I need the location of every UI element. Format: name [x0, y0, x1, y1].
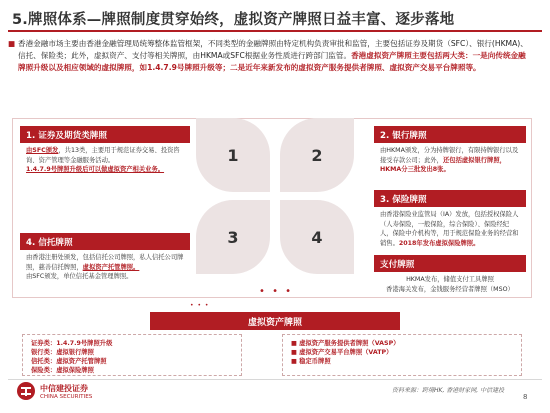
- card-securities-issuer: 由SFC颁发: [26, 147, 59, 154]
- intro-highlight: 香港虚拟资产牌照主要包括两大类：一是向传统金融牌照升级以及相应领域的虚拟牌照，如1.4.7.9号牌照升级等；二是近年来新发布的虚拟资产服务提供者牌照、虚拟资产交易平台牌照等。: [18, 51, 526, 72]
- title-divider: [8, 30, 542, 32]
- card-trust: [20, 233, 190, 293]
- card-insurance-body: [374, 207, 526, 251]
- card-insurance-text: 由香港保险业监管局（IA）发放，包括授权保险人（人寿保险，一般保险，综合保险）、保险经纪人，保险中介机构等，用于规范保险业务的经营和销售。: [380, 211, 519, 247]
- virtual-left-label: 保险类：: [31, 367, 57, 374]
- connector-dots: • • •: [259, 286, 294, 297]
- card-bank-note: 还包括虚拟银行牌照，HKMA分三批发出8张。: [380, 156, 506, 173]
- logo-name-cn: 中信建投证券: [40, 383, 88, 393]
- virtual-left-row: [31, 366, 233, 375]
- card-payment: [374, 255, 526, 295]
- virtual-right-row: ■ 虚拟资产交易平台牌照（VATP）: [291, 349, 393, 356]
- page-title: 5.牌照体系—牌照制度贯穿始终，虚拟资产牌照日益丰富、逐步落地: [12, 12, 455, 28]
- card-bank-title: 2. 银行牌照: [374, 126, 526, 143]
- connector-dots-left: • • •: [190, 302, 210, 309]
- card-bank: [374, 126, 526, 178]
- card-securities: [20, 126, 190, 190]
- virtual-left-box: [22, 334, 242, 376]
- card-trust-note: 虚拟资产托管牌照。: [82, 263, 140, 271]
- virtual-right-row: ■ 虚拟资产服务提供者牌照（VASP）: [291, 340, 400, 347]
- virtual-license-header: 虚拟资产牌照: [150, 312, 400, 330]
- card-payment-line-1: HKMA发布，储值支付工具牌照: [406, 276, 494, 283]
- petal-4: 4: [280, 200, 354, 274]
- petal-2: 2: [280, 118, 354, 192]
- virtual-left-row: [31, 348, 233, 357]
- card-trust-title: 4. 信托牌照: [20, 233, 190, 250]
- footer-divider: [8, 379, 542, 380]
- logo-name-en: CHINA SECURITIES: [40, 393, 93, 400]
- card-payment-line-2: 香港海关发布，金钱服务经营者牌照（MSO）: [386, 285, 514, 293]
- card-trust-text: 由香港注册处颁发，包括信托公司牌照，私人信托公司牌照，慈善信托牌照，: [26, 254, 184, 271]
- card-payment-body: [374, 272, 526, 297]
- card-insurance-title: 3. 保险牌照: [374, 190, 526, 207]
- logo-mark-icon: [16, 381, 36, 401]
- card-securities-body: [20, 143, 190, 178]
- card-securities-title: 1. 证券及期货类牌照: [20, 126, 190, 143]
- petal-3: 3: [196, 200, 270, 274]
- intro-paragraph: [8, 38, 533, 74]
- brand-logo: [16, 381, 92, 401]
- card-trust-text-2: 由SFC颁发，单位信托基金管理牌照。: [26, 273, 133, 280]
- card-insurance: [374, 190, 526, 252]
- virtual-left-value: 虚拟银行牌照: [56, 349, 94, 356]
- virtual-right-item: 虚拟资产服务提供者牌照（VASP）: [299, 340, 400, 347]
- virtual-left-value: 虚拟资产托管牌照: [56, 358, 107, 365]
- card-securities-text: ，共13类，主要用于规范证券交易、投资咨询、资产管理等金融服务活动。: [26, 147, 180, 164]
- virtual-left-value: 虚拟保险牌照: [56, 367, 94, 374]
- virtual-right-box: [282, 334, 522, 376]
- virtual-right-item: 稳定币牌照: [299, 358, 331, 365]
- virtual-left-label: 证券类：: [31, 340, 57, 347]
- virtual-left-label: 信托类：: [31, 358, 57, 365]
- page-number: 8: [523, 393, 528, 401]
- card-payment-title: 支付牌照: [374, 255, 526, 272]
- bullet-icon: ■: [8, 39, 16, 48]
- virtual-right-item: 虚拟资产交易平台牌照（VATP）: [299, 349, 393, 356]
- card-bank-body: [374, 143, 526, 178]
- virtual-left-value: 1.4.7.9号牌照升级: [56, 340, 113, 347]
- card-bank-text: 由HKMA颁发，分为持牌银行，有限持牌银行以及接受存款公司；此外，: [380, 147, 519, 164]
- virtual-left-label: 银行类：: [31, 349, 57, 356]
- card-insurance-note: 2018年发布虚拟保险牌照。: [398, 239, 480, 247]
- virtual-left-row: [31, 357, 233, 366]
- virtual-right-row: ■ 稳定币牌照: [291, 358, 331, 365]
- intro-text: 香港金融市场主要由香港金融管理局统筹整体监管框架，不同类型的金融牌照由特定机构负责审批和监管，主要包括证券及期货（SFC）、银行(HKMA)、信托、保险类；此外，虚拟资产、支付等相关牌照，由HKMA或SFC根据业务性质进行跨部门监管。: [18, 39, 528, 60]
- petal-1: 1: [196, 118, 270, 192]
- source-note: 资料来源：跨境HK, 香港财家网, 中信建投: [392, 387, 505, 394]
- card-trust-body: [20, 250, 190, 285]
- virtual-left-row: [31, 339, 233, 348]
- card-securities-note: 1.4.7.9号牌照升级后可以做虚拟资产相关业务。: [26, 166, 165, 173]
